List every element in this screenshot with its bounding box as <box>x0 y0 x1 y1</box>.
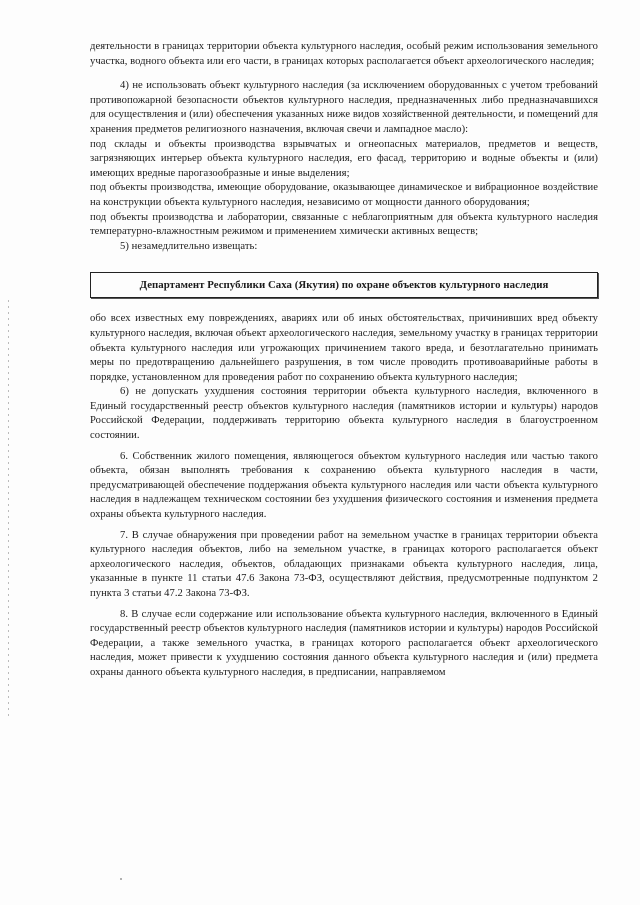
item-4-b: под объекты производства, имеющие оборудование, оказывающее динамическое и вибрационное воздействие на конструкции объекта культурного наследия, независимо от мощности данного оборудования; <box>90 182 598 208</box>
item-4: 4) не использовать объект культурного наследия (за исключением оборудованных с учетом требований противопожарной безопасности объектов культурного наследия, предназначенных либо предназначавшихся для осуществления и (или) обеспечения указанных ниже видов хозяйственной деятельности, и помещений для хранения предметов религиозного назначения, включая свечи и лампадное масло): <box>90 80 598 135</box>
item-5-text: обо всех известных ему повреждениях, авариях или об иных обстоятельствах, причинивших вред объекту культурного наследия, включая объект археологического наследия, земельному участку в границах территории объекта культурного наследия или угрожающих причинением такого вреда, и безотлагательно принимать меры по предотвращению дальнейшего разрушения, в том числе проводить противоаварийные работы в порядке, установленном для проведения работ по сохранению объекта культурного наследия; <box>90 313 599 383</box>
scan-speck <box>120 878 122 880</box>
document-body <box>90 40 598 681</box>
item-6: 6) не допускать ухудшения состояния территории объекта культурного наследия, включенного в Единый государственный реестр объектов культурного наследия (памятников истории и культуры) народов Российской Федерации, поддерживать территорию объекта культурного наследия в благоустроенном состоянии. <box>90 386 598 442</box>
item-4-c: под объекты производства и лаборатории, связанные с неблагоприятным для объекта культурного наследия температурно-влажностным режимом и применением химически активных веществ; <box>90 211 598 238</box>
item-4-a: под склады и объекты производства взрывчатых и огнеопасных материалов, предметов и веществ, загрязняющих интерьер объекта культурного наследия, его фасад, территорию и водные объекты и (или) имеющих вредные парогазообразные и иные выделения; <box>90 138 598 179</box>
scan-margin-artifact <box>8 300 9 720</box>
section-7: 7. В случае обнаружения при проведении работ на земельном участке в границах территории объекта культурного наследия объектов, либо на земельном участке, в границах которого располагается объект археологического наследия, объектов, обладающих признаками объекта культурного наследия, лица, указанные в пункте 11 статьи 47.6 Закона 73-ФЗ, осуществляют действия, предусмотренные подпунктом 2 пункта 3 статьи 47.2 Закона 73-ФЗ. <box>90 529 598 599</box>
department-box: Департамент Республики Саха (Якутия) по охране объектов культурного наследия <box>90 272 598 298</box>
section-6: 6. Собственник жилого помещения, являющегося объектом культурного наследия или частью такого объекта, обязан выполнять требования к сохранению объекта культурного наследия в части, предусматривающей обеспечение поддержания объекта культурного наследия или части объекта культурного наследия в надлежащем техническом состоянии без ухудшения физического состояния и изменения предмета охраны объекта культурного наследия. <box>90 450 598 521</box>
section-8: 8. В случае если содержание или использование объекта культурного наследия, включенного в Единый государственный реестр объектов культурного наследия (памятников истории и культуры) народов Российской Федерации, а также земельного участка, в границах которого располагается объект археологического наследия, может привести к ухудшению состояния данного объекта культурного наследия и (или) предмета охраны данного объекта культурного наследия, в предписании, направляемом <box>90 608 598 678</box>
intro-paragraph: деятельности в границах территории объекта культурного наследия, особый режим использования земельного участка, водного объекта или его части, в границах которых располагается объект археологического наследия; <box>90 41 598 67</box>
item-5: 5) незамедлительно извещать: <box>120 240 258 252</box>
